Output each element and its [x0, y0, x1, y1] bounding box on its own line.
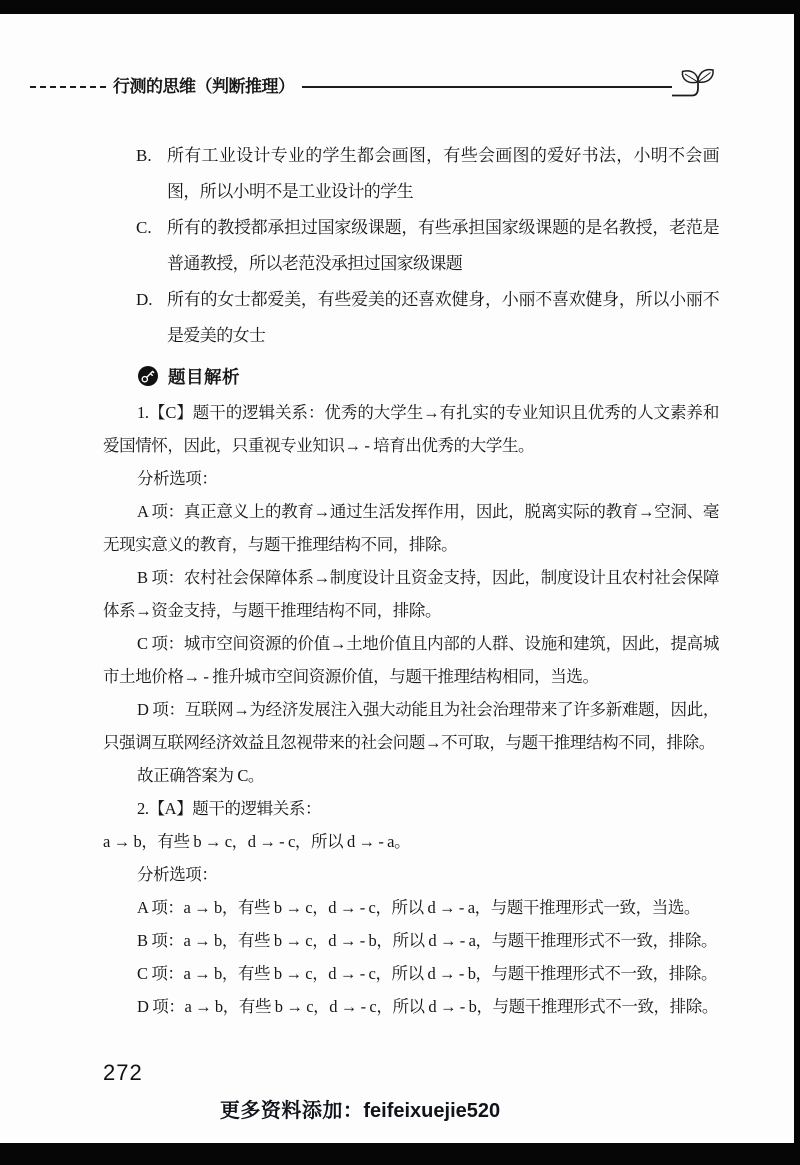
analysis-paragraph: 故正确答案为 C。 [137, 766, 265, 785]
page-title: 行测的思维（判断推理） [113, 77, 295, 96]
scan-edge-right [794, 0, 800, 1165]
analysis-paragraph: C 项：a → b，有些 b → c，d → - c，所以 d → - b，与题干推理形式不一致，排除。 [137, 964, 718, 983]
page-number: 272 [103, 1060, 143, 1085]
option-item [103, 210, 719, 282]
option-item [103, 138, 719, 210]
option-item [103, 282, 719, 354]
page-header [30, 60, 720, 102]
analysis-section-heading [137, 362, 719, 390]
promo-label: 更多资料添加： [219, 1100, 364, 1122]
key-in-circle-icon [137, 365, 159, 387]
analysis-paragraph: 分析选项： [137, 865, 218, 884]
analysis-paragraph: D 项：a → b，有些 b → c，d → - c，所以 d → - b，与题干推理形式不一致，排除。 [137, 997, 718, 1016]
analysis-paragraph: A 项：真正意义上的教育→通过生活发挥作用，因此，脱离实际的教育→空洞、毫无现实意义的教育，与题干推理结构不同，排除。 [103, 502, 719, 554]
sprout-leaf-icon [672, 62, 720, 102]
header-rule-left [30, 86, 106, 88]
analysis-paragraph: A 项：a → b，有些 b → c，d → - c，所以 d → - a，与题干推理形式一致，当选。 [137, 898, 701, 917]
header-rule-right [302, 86, 673, 88]
analysis-paragraph: 1.【C】题干的逻辑关系：优秀的大学生→有扎实的专业知识且优秀的人文素养和爱国情怀，因此，只重视专业知识→ - 培育出优秀的大学生。 [103, 403, 719, 455]
option-label: B. [136, 146, 152, 165]
option-label: D. [136, 290, 153, 309]
analysis-heading-label: 题目解析 [168, 366, 240, 387]
analysis-paragraphs [103, 396, 719, 1023]
option-text: 所有工业设计专业的学生都会画图，有些会画图的爱好书法，小明不会画图，所以小明不是工业设计的学生 [167, 146, 719, 201]
analysis-paragraph: B 项：农村社会保障体系→制度设计且资金支持，因此，制度设计且农村社会保障体系→资金支持，与题干推理结构不同，排除。 [103, 568, 719, 620]
option-text: 所有的教授都承担过国家级课题，有些承担国家级课题的是名教授，老范是普通教授，所以老范没承担过国家级课题 [167, 218, 719, 273]
analysis-paragraph: a → b，有些 b → c，d → - c，所以 d → - a。 [103, 832, 411, 851]
promo-text [0, 1094, 720, 1123]
page-content [103, 138, 719, 1023]
analysis-paragraph: B 项：a → b，有些 b → c，d → - b，所以 d → - a，与题干推理形式不一致，排除。 [137, 931, 718, 950]
scan-edge-top [0, 0, 800, 14]
option-text: 所有的女士都爱美，有些爱美的还喜欢健身，小丽不喜欢健身，所以小丽不是爱美的女士 [167, 290, 719, 345]
promo-value: feifeixuejie520 [363, 1100, 501, 1122]
analysis-paragraph: 分析选项： [137, 469, 218, 488]
analysis-paragraph: C 项：城市空间资源的价值→土地价值且内部的人群、设施和建筑，因此，提高城市土地价格→ - 推升城市空间资源价值，与题干推理结构相同，当选。 [103, 634, 719, 686]
scan-edge-bottom [0, 1143, 800, 1165]
analysis-paragraph: 2.【A】题干的逻辑关系： [137, 799, 322, 818]
options-list [103, 138, 719, 354]
analysis-paragraph: D 项：互联网→为经济发展注入强大动能且为社会治理带来了许多新难题，因此，只强调互联网经济效益且忽视带来的社会问题→不可取，与题干推理结构不同，排除。 [103, 700, 719, 752]
option-label: C. [136, 218, 152, 237]
